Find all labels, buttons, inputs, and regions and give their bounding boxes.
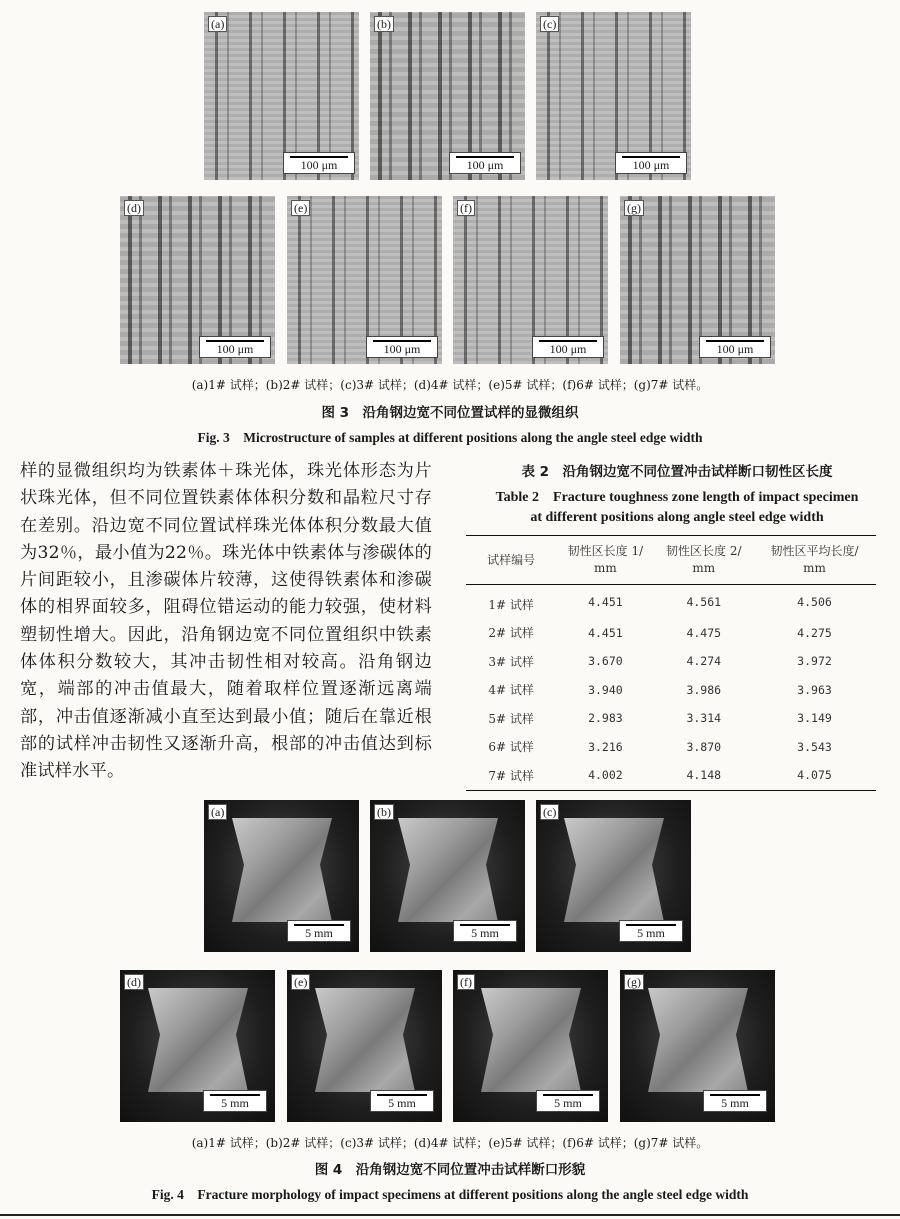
fig3-title-cn: 图 3 沿角钢边宽不同位置试样的显微组织 xyxy=(321,405,579,421)
table-header-row xyxy=(466,536,876,585)
fig3-title-en: Fig. 3 Microstructure of samples at different positions along the angle steel edge width xyxy=(197,430,703,445)
body-paragraph: 样的显微组织均为铁素体＋珠光体，珠光体形态为片状珠光体，但不同位置铁素体体积分数和晶粒尺寸存在差别。沿边宽不同位置试样珠光体体积分数最大值为32％，最小值为22％。珠光体中铁素体与渗碳体的片间距较小，且渗碳体片较薄，这使得铁素体和渗碳体的相界面较多，阻碍位错运动的能力较强，使材料塑韧性增大。因此，沿角钢边宽不同位置组织中铁素体体积分数较大，其冲击韧性相对较高。沿角钢边宽，端部的冲击值最大，随着取样位置逐渐远离端部，冲击值逐渐减小直至达到最小值；随后在靠近根部的试样冲击韧性又逐渐升高，根部的冲击值达到标准试样水平。 xyxy=(20,461,432,782)
cell-avg: 3.149 xyxy=(797,711,832,726)
scale-bar: 5 mm xyxy=(370,1090,434,1112)
fig3-panel-c xyxy=(536,12,691,180)
table2-title-cn: 表 2 沿角钢边宽不同位置冲击试样断口韧性区长度 xyxy=(521,464,833,480)
cell-id: 5# 试样 xyxy=(488,711,534,726)
specimen-image xyxy=(315,988,415,1092)
col-header-avg: 韧性区平均长度/ mm xyxy=(753,536,876,585)
fig4-panel-f xyxy=(453,970,608,1122)
cell-l2: 4.475 xyxy=(686,625,722,640)
scale-bar: 100 μm xyxy=(283,152,355,174)
page-bottom-rule xyxy=(0,1214,900,1216)
scale-bar: 5 mm xyxy=(453,920,517,942)
specimen-image xyxy=(398,818,498,922)
fig3-panel-b xyxy=(370,12,525,180)
cell-avg: 4.075 xyxy=(753,761,876,790)
panel-label: (c) xyxy=(540,804,559,820)
table-row xyxy=(466,761,876,790)
panel-label: (e) xyxy=(291,974,310,990)
cell-l2: 3.986 xyxy=(686,682,722,697)
fig4-panel-a xyxy=(204,800,359,952)
scale-bar: 5 mm xyxy=(536,1090,600,1112)
cell-l1: 2.983 xyxy=(588,711,623,726)
panel-label: (g) xyxy=(624,974,644,990)
table-row xyxy=(466,733,876,762)
cell-avg: 3.543 xyxy=(797,739,832,754)
panel-label: (d) xyxy=(124,974,144,990)
cell-id: 6# 试样 xyxy=(488,740,534,755)
table-row xyxy=(466,619,876,648)
cell-l2: 3.314 xyxy=(686,711,722,726)
panel-label: (g) xyxy=(624,200,644,216)
cell-id: 2# 试样 xyxy=(488,626,534,641)
scale-bar: 5 mm xyxy=(703,1090,767,1112)
fig4-title-cn: 图 4 沿角钢边宽不同位置冲击试样断口形貌 xyxy=(314,1162,586,1178)
cell-l1: 3.216 xyxy=(588,739,623,754)
table-row xyxy=(466,647,876,676)
table-row xyxy=(466,676,876,705)
specimen-image xyxy=(481,988,581,1092)
cell-l1: 4.002 xyxy=(556,761,654,790)
cell-id: 1# 试样 xyxy=(488,597,534,612)
scale-bar: 100 μm xyxy=(366,336,438,358)
panel-label: (e) xyxy=(291,200,310,216)
scale-bar: 100 μm xyxy=(199,336,271,358)
cell-avg: 3.963 xyxy=(797,682,832,697)
scale-bar: 5 mm xyxy=(619,920,683,942)
panel-label: (f) xyxy=(457,974,475,990)
cell-l1: 3.670 xyxy=(588,654,623,669)
cell-id: 4# 试样 xyxy=(488,683,534,698)
col-header-l2: 韧性区长度 2/ mm xyxy=(655,536,753,585)
scale-bar: 100 μm xyxy=(532,336,604,358)
panel-label: (c) xyxy=(540,16,559,32)
cell-l2: 4.561 xyxy=(686,594,722,609)
fig4-panel-g xyxy=(620,970,775,1122)
panel-label: (a) xyxy=(208,804,227,820)
scale-bar: 5 mm xyxy=(287,920,351,942)
table-row xyxy=(466,704,876,733)
fig4-panel-c xyxy=(536,800,691,952)
scale-bar: 5 mm xyxy=(203,1090,267,1112)
panel-label: (b) xyxy=(374,16,394,32)
table2 xyxy=(466,535,876,791)
fig4-panel-b xyxy=(370,800,525,952)
fig4-title-en: Fig. 4 Fracture morphology of impact specimens at different positions along the angle steel edge width xyxy=(151,1187,749,1202)
cell-l1: 3.940 xyxy=(588,682,623,697)
col-header-l1: 韧性区长度 1/ mm xyxy=(556,536,654,585)
fig3-subcaption: (a)1# 试样；(b)2# 试样；(c)3# 试样；(d)4# 试样；(e)5# 试样；(f)6# 试样；(g)7# 试样。 xyxy=(191,378,709,392)
specimen-image xyxy=(564,818,664,922)
scale-bar: 100 μm xyxy=(699,336,771,358)
table2-title-en-1: Table 2 Fracture toughness zone length of impact specimen xyxy=(495,490,859,505)
col-header-id: 试样编号 xyxy=(466,536,556,585)
cell-l2: 4.148 xyxy=(655,761,753,790)
table-row xyxy=(466,585,876,619)
cell-avg: 4.506 xyxy=(797,594,832,609)
fig4-subcaption: (a)1# 试样；(b)2# 试样；(c)3# 试样；(d)4# 试样；(e)5# 试样；(f)6# 试样；(g)7# 试样。 xyxy=(191,1136,709,1150)
fig3-panel-e xyxy=(287,196,442,364)
fig4-panel-d xyxy=(120,970,275,1122)
fig3-panel-a xyxy=(204,12,359,180)
specimen-image xyxy=(648,988,748,1092)
panel-label: (d) xyxy=(124,200,144,216)
cell-avg: 3.972 xyxy=(797,654,832,669)
specimen-image xyxy=(148,988,248,1092)
panel-label: (a) xyxy=(208,16,227,32)
table2-title-en-2: at different positions along angle steel edge width xyxy=(530,510,824,525)
scale-bar: 100 μm xyxy=(615,152,687,174)
panel-label: (f) xyxy=(457,200,475,216)
cell-l2: 4.274 xyxy=(686,654,722,669)
cell-id: 3# 试样 xyxy=(488,654,534,669)
scale-bar: 100 μm xyxy=(449,152,521,174)
cell-l1: 4.451 xyxy=(588,594,623,609)
fig4-panel-e xyxy=(287,970,442,1122)
cell-l2: 3.870 xyxy=(686,739,722,754)
fig3-panel-g xyxy=(620,196,775,364)
cell-id: 7# 试样 xyxy=(466,761,556,790)
cell-avg: 4.275 xyxy=(797,625,832,640)
panel-label: (b) xyxy=(374,804,394,820)
specimen-image xyxy=(232,818,332,922)
fig3-panel-d xyxy=(120,196,275,364)
fig3-panel-f xyxy=(453,196,608,364)
cell-l1: 4.451 xyxy=(588,625,623,640)
